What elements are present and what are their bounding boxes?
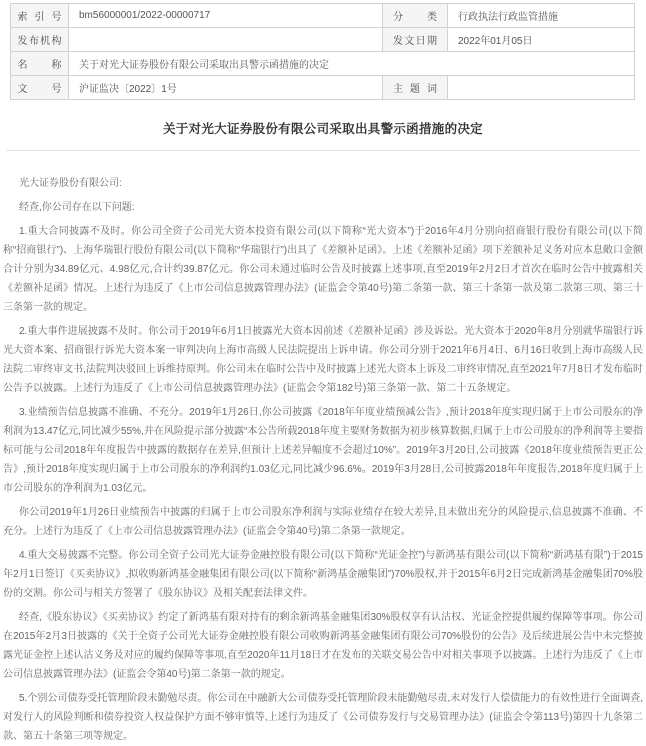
paragraph-issue-3-conclusion: 你公司2019年1月26日业绩预告中披露的归属于上市公司股东净利润与实际业绩存在较大差异,且未做出充分的风险提示,信息披露不准确、不充分。上述行为违反了《上市公司信息披露管理办法》(证监会令第40号)第二条第一款规定。 xyxy=(3,507,643,537)
label-index-number xyxy=(11,4,69,28)
label-index-number-text: 索引号 xyxy=(17,12,62,23)
info-row-name xyxy=(11,52,635,76)
intro-line: 经查,你公司存在以下问题: xyxy=(19,202,135,213)
value-publish-date: 2022年01月05日 xyxy=(448,28,635,52)
label-subject-words xyxy=(383,76,448,100)
label-document-name xyxy=(11,52,69,76)
label-issuing-agency-text: 发布机构 xyxy=(17,36,62,47)
value-issuing-agency xyxy=(69,28,383,52)
label-category-text: 分类 xyxy=(393,12,437,23)
paragraph-issue-5: 5.个别公司债券受托管理阶段未勤勉尽责。你公司在中融新大公司债券受托管理阶段未能勤勉尽责,未对发行人偿债能力的有效性进行全面调查,对发行人的风险判断和债券投资人权益保护方面不够审慎等,上述行为违反了《公司债券发行与交易管理办法》(证监会令第113号)第四十九条第二款、第五十条第三项等规定。 xyxy=(3,693,643,742)
label-subject-words-text: 主题词 xyxy=(393,84,437,95)
value-document-number: 沪证监决〔2022〕1号 xyxy=(69,76,383,100)
label-category xyxy=(383,4,448,28)
label-publish-date-text: 发文日期 xyxy=(393,36,437,47)
value-subject-words xyxy=(448,76,635,100)
label-document-number-text: 文号 xyxy=(17,84,62,95)
paragraph-issue-2: 2.重大事件进展披露不及时。你公司于2019年6月1日披露光大资本因前述《差额补足函》涉及诉讼。光大资本于2020年8月分别就华瑞银行诉光大资本案、招商银行诉光大资本案一审判决向上海市高级人民法院提出上诉申请。你公司分别于2021年6月4日、6月16日收到上海市高级人民法院二审终审文书,法院判决驳回上诉维持原判。你公司未在临时公告中及时披露上述光大资本上诉及二审终审情况,直至2021年7月8日才发布临时公告予以披露。上述行为违反了《上市公司信息披露管理办法》(证监会令第182号)第三条第一款、第二十五条规定。 xyxy=(3,326,643,394)
label-issuing-agency xyxy=(11,28,69,52)
info-row-index xyxy=(11,4,635,28)
paragraph-issue-4: 4.重大交易披露不完整。你公司全资子公司光大证券金融控股有限公司(以下简称“光证金控”)与新鸿基有限公司(以下简称“新鸿基有限”)于2015年2月1日签订《买卖协议》,拟收购新鸿基金融集团有限公司(以下简称“新鸿基金融集团”)70%股权,并于2015年6月2日完成新鸿基金融集团70%股份的交割。你公司与相关方签署了《股东协议》及相关配套法律文件。 xyxy=(3,550,643,599)
paragraph-issue-1: 1.重大合同披露不及时。你公司全资子公司光大资本投资有限公司(以下简称“光大资本”)于2016年4月分别向招商银行股份有限公司(以下简称“招商银行”)、上海华瑞银行股份有限公司(以下简称“华瑞银行”)出具了《差额补足函》。上述《差额补足函》项下差额补足义务对应本息敞口金额合计分别为34.89亿元、4.98亿元,合计约39.87亿元。你公司未通过临时公告及时披露上述事项,直至2019年2月2日才首次在临时公告中披露相关《差额补足函》情况。上述行为违反了《上市公司信息披露管理办法》(证监会令第40号)第二条第一款、第三十条第一款及第二款第三项、第三十三条第一款的规定。 xyxy=(3,226,643,313)
value-category: 行政执法行政监管措施 xyxy=(448,4,635,28)
info-row-number-subject xyxy=(11,76,635,100)
document-body xyxy=(3,174,643,746)
info-row-agency-date xyxy=(11,28,635,52)
document-title: 关于对光大证券股份有限公司采取出具警示函措施的决定 xyxy=(162,122,483,136)
label-document-name-text: 名称 xyxy=(17,60,62,71)
paragraph-issue-4-conclusion: 经查,《股东协议》《买卖协议》约定了新鸿基有限对持有的剩余新鸿基金融集团30%股权享有认沽权、光证金控提供履约保障等事项。你公司在2015年2月3日披露的《关于全资子公司光大证券金融控股有限公司收购新鸿基金融集团有限公司70%股份的公告》及后续进展公告中未完整披露光证金控上述认沽义务及对应的履约保障等事项,直至2020年11月18日才在发布的关联交易公告中对相关事项予以披露。上述行为违反了《上市公司信息披露管理办法》(证监会令第40号)第二条第一款的规定。 xyxy=(3,612,643,680)
value-document-name: 关于对光大证券股份有限公司采取出具警示函措施的决定 xyxy=(69,52,635,76)
salutation: 光大证券股份有限公司: xyxy=(19,178,122,189)
paragraph-issue-3: 3.业绩预告信息披露不准确、不充分。2019年1月26日,你公司披露《2018年年度业绩预减公告》,预计2018年度实现归属于上市公司股东的净利润为13.47亿元,同比减少55%,并在风险提示部分披露“本公告所载2018年度主要财务数据为初步核算数据,归属于上市公司股东的净利润等主要指标可能与公司2018年年度报告中披露的数据存在差异,但预计上述差异幅度不会超过10%”。2019年3月20日,公司披露《2018年度业绩预告更正公告》,预计2018年度实现归属于上市公司股东的净利润约1.03亿元,同比减少96.6%。2019年3月28日,公司披露2018年年度报告,2018年度归属于上市公司股东的净利润为1.03亿元。 xyxy=(3,407,643,494)
info-table xyxy=(10,3,635,100)
value-index-number: bm56000001/2022-00000717 xyxy=(69,4,383,28)
label-document-number xyxy=(11,76,69,100)
title-divider xyxy=(6,150,640,151)
label-publish-date xyxy=(383,28,448,52)
